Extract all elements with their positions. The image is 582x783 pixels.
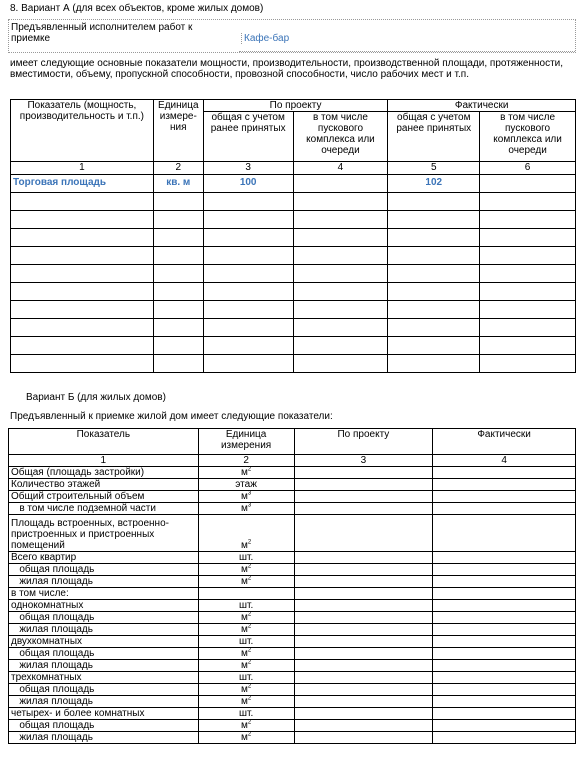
table-cell-project-launch[interactable] (293, 229, 388, 247)
project-value-cell[interactable] (294, 696, 433, 708)
unit-exponent: 2 (247, 611, 252, 618)
table-cell-project-launch[interactable] (293, 211, 388, 229)
table-cell-actual-total[interactable] (388, 229, 480, 247)
unit-text: шт. (238, 636, 254, 647)
b-header-actual: Фактически (433, 429, 576, 455)
table-row (9, 696, 576, 708)
header-by-project: По проекту (203, 100, 388, 112)
actual-value-cell[interactable] (433, 732, 576, 744)
table-cell-actual-launch[interactable] (480, 193, 576, 211)
project-value-cell[interactable] (294, 624, 433, 636)
table-row (11, 301, 576, 319)
project-value-cell[interactable] (294, 552, 433, 564)
contractor-field (8, 19, 576, 53)
row-unit (198, 503, 294, 515)
table-cell-project-total[interactable] (203, 265, 293, 283)
column-number: 2 (198, 455, 294, 467)
actual-value-cell[interactable] (433, 588, 576, 600)
table-cell-indicator[interactable] (11, 355, 154, 373)
b-header-unit: Единица измерения (198, 429, 294, 455)
row-label: в том числе: (9, 588, 199, 600)
actual-value-cell[interactable] (433, 612, 576, 624)
table-row (9, 708, 576, 720)
row-unit (198, 636, 294, 648)
project-value-cell[interactable] (294, 576, 433, 588)
table-cell-project-total[interactable] (203, 211, 293, 229)
table-cell-project-launch[interactable] (293, 175, 388, 193)
row-unit (198, 612, 294, 624)
unit-text: м (240, 660, 248, 671)
table-row (9, 515, 576, 552)
table-cell-project-launch[interactable] (293, 283, 388, 301)
table-row (9, 600, 576, 612)
unit-text: этаж (235, 479, 257, 490)
table-row (9, 636, 576, 648)
unit-text: шт. (238, 708, 254, 719)
unit-exponent: 2 (247, 719, 252, 726)
row-label: общая площадь (9, 684, 199, 696)
table-cell-actual-launch[interactable] (480, 355, 576, 373)
table-cell-actual-launch[interactable] (480, 337, 576, 355)
column-number: 2 (153, 162, 203, 175)
table-row (9, 720, 576, 732)
contractor-label: Предъявленный исполнителем работ к приемке (11, 22, 193, 44)
table-cell-project-total[interactable] (203, 355, 293, 373)
project-value-cell[interactable] (294, 564, 433, 576)
table-cell-indicator[interactable] (11, 337, 154, 355)
table-cell-indicator[interactable] (11, 229, 154, 247)
row-label: общая площадь (9, 612, 199, 624)
b-header-project: По проекту (294, 429, 433, 455)
header-actual-launch: в том числе пускового комплекса или очереди (480, 112, 576, 162)
unit-text: м (240, 696, 248, 707)
variant-b-intro: Предъявленный к приемке жилой дом имеет следующие показатели: (10, 411, 333, 422)
table-cell-indicator[interactable] (11, 211, 154, 229)
project-value-cell[interactable] (294, 479, 433, 491)
row-unit (198, 624, 294, 636)
unit-exponent: 2 (247, 563, 252, 570)
column-number: 4 (433, 455, 576, 467)
row-label: жилая площадь (9, 660, 199, 672)
column-number: 1 (11, 162, 154, 175)
row-label: жилая площадь (9, 576, 199, 588)
table-cell-unit[interactable] (153, 301, 203, 319)
variant-a-description: имеет следующие основные показатели мощности, производительности, производственной площади, протяженности, вместимости, объему, пропускной способности, провозной способности, число рабочих мест и т.п. (10, 58, 564, 80)
variant-a-table (10, 99, 576, 373)
unit-text: м (240, 720, 248, 731)
row-unit (198, 479, 294, 491)
table-row (9, 479, 576, 491)
unit-text: м (240, 732, 248, 743)
unit-text: м (240, 564, 248, 575)
table-cell-unit[interactable] (153, 193, 203, 211)
unit-text: шт. (238, 552, 254, 563)
table-row (9, 564, 576, 576)
actual-value-cell[interactable] (433, 600, 576, 612)
unit-exponent: 2 (247, 466, 252, 473)
actual-value-cell[interactable] (433, 479, 576, 491)
variant-b-heading: Вариант Б (для жилых домов) (26, 392, 166, 403)
unit-text: м (240, 624, 248, 635)
table-cell-unit[interactable] (153, 265, 203, 283)
table-row (9, 672, 576, 684)
table-cell-actual-total[interactable] (388, 337, 480, 355)
row-label: Общая (площадь застройки) (9, 467, 199, 479)
table-row (11, 193, 576, 211)
unit-exponent: 3 (247, 490, 252, 497)
actual-value-cell[interactable] (433, 696, 576, 708)
table-cell-unit[interactable] (153, 355, 203, 373)
actual-value-cell[interactable] (433, 708, 576, 720)
unit-exponent: 2 (247, 623, 252, 630)
unit-exponent: 2 (247, 695, 252, 702)
project-value-cell[interactable] (294, 467, 433, 479)
table-cell-actual-launch[interactable] (480, 301, 576, 319)
table-cell-actual-launch[interactable] (480, 265, 576, 283)
unit-exponent: 3 (247, 502, 252, 509)
row-unit (198, 491, 294, 503)
project-value-cell[interactable] (294, 612, 433, 624)
row-unit (198, 588, 294, 600)
table-row (11, 247, 576, 265)
table-cell-indicator[interactable] (11, 265, 154, 283)
table-cell-unit[interactable] (153, 229, 203, 247)
table-row (9, 467, 576, 479)
header-project-launch: в том числе пускового комплекса или очереди (293, 112, 388, 162)
row-unit (198, 732, 294, 744)
row-label: жилая площадь (9, 732, 199, 744)
table-cell-project-total[interactable] (203, 229, 293, 247)
column-number: 1 (9, 455, 199, 467)
column-number: 5 (388, 162, 480, 175)
actual-value-cell[interactable] (433, 720, 576, 732)
row-unit (198, 600, 294, 612)
unit-text: м (240, 503, 248, 514)
project-value-cell[interactable] (294, 636, 433, 648)
unit-exponent: 2 (247, 659, 252, 666)
table-cell-project-total[interactable] (203, 283, 293, 301)
table-cell-project-total[interactable]: 100 (203, 175, 293, 193)
unit-exponent: 2 (247, 539, 252, 546)
table-cell-actual-launch[interactable] (480, 175, 576, 193)
row-label: в том числе подземной части (9, 503, 199, 515)
table-row (11, 337, 576, 355)
table-cell-actual-total[interactable] (388, 355, 480, 373)
row-unit (198, 696, 294, 708)
project-value-cell[interactable] (294, 515, 433, 552)
table-cell-unit[interactable] (153, 211, 203, 229)
table-row (9, 491, 576, 503)
unit-exponent: 2 (247, 647, 252, 654)
row-label: Количество этажей (9, 479, 199, 491)
table-row (11, 283, 576, 301)
row-unit (198, 684, 294, 696)
table-row (11, 175, 576, 193)
table-row (9, 624, 576, 636)
table-cell-actual-total[interactable] (388, 193, 480, 211)
unit-text: м (240, 576, 248, 587)
unit-text: шт. (238, 672, 254, 683)
unit-exponent: 2 (247, 731, 252, 738)
table-row (9, 660, 576, 672)
row-unit (198, 672, 294, 684)
table-cell-project-total[interactable] (203, 193, 293, 211)
table-cell-actual-total[interactable] (388, 247, 480, 265)
project-value-cell[interactable] (294, 503, 433, 515)
actual-value-cell[interactable] (433, 515, 576, 552)
table-row (9, 684, 576, 696)
project-value-cell[interactable] (294, 648, 433, 660)
row-label: Всего квартир (9, 552, 199, 564)
row-label: общая площадь (9, 648, 199, 660)
table-cell-indicator[interactable] (11, 283, 154, 301)
table-cell-unit[interactable]: кв. м (153, 175, 203, 193)
table-cell-actual-total[interactable] (388, 211, 480, 229)
table-cell-project-launch[interactable] (293, 265, 388, 283)
actual-value-cell[interactable] (433, 576, 576, 588)
header-project-total: общая с учетом ранее принятых (203, 112, 293, 162)
table-cell-actual-launch[interactable] (480, 283, 576, 301)
table-cell-actual-total[interactable] (388, 301, 480, 319)
table-cell-project-total[interactable] (203, 337, 293, 355)
table-cell-indicator[interactable] (11, 301, 154, 319)
unit-text: м (240, 540, 248, 551)
actual-value-cell[interactable] (433, 672, 576, 684)
table-cell-actual-launch[interactable] (480, 247, 576, 265)
project-value-cell[interactable] (294, 672, 433, 684)
row-label: трехкомнатных (9, 672, 199, 684)
table-row (11, 319, 576, 337)
actual-value-cell[interactable] (433, 491, 576, 503)
table-row (9, 648, 576, 660)
row-label: жилая площадь (9, 624, 199, 636)
table-cell-indicator[interactable] (11, 193, 154, 211)
project-value-cell[interactable] (294, 600, 433, 612)
unit-exponent: 2 (247, 575, 252, 582)
column-number: 4 (293, 162, 388, 175)
row-label: общая площадь (9, 564, 199, 576)
actual-value-cell[interactable] (433, 660, 576, 672)
unit-text: шт. (238, 600, 254, 611)
table-row (9, 612, 576, 624)
actual-value-cell[interactable] (433, 624, 576, 636)
b-header-indicator: Показатель (9, 429, 199, 455)
row-label: однокомнатных (9, 600, 199, 612)
table-cell-project-launch[interactable] (293, 301, 388, 319)
variant-b-table (8, 428, 576, 744)
row-unit (198, 515, 294, 552)
actual-value-cell[interactable] (433, 467, 576, 479)
project-value-cell[interactable] (294, 684, 433, 696)
table-cell-actual-total[interactable] (388, 265, 480, 283)
row-label: общая площадь (9, 720, 199, 732)
table-cell-actual-launch[interactable] (480, 319, 576, 337)
row-unit (198, 660, 294, 672)
table-cell-project-launch[interactable] (293, 319, 388, 337)
actual-value-cell[interactable] (433, 503, 576, 515)
unit-text: м (240, 684, 248, 695)
project-value-cell[interactable] (294, 491, 433, 503)
table-cell-actual-launch[interactable] (480, 229, 576, 247)
table-cell-indicator[interactable] (11, 247, 154, 265)
table-row (11, 265, 576, 283)
unit-exponent: 2 (247, 683, 252, 690)
table-cell-project-total[interactable] (203, 301, 293, 319)
actual-value-cell[interactable] (433, 636, 576, 648)
table-cell-actual-total[interactable] (388, 319, 480, 337)
unit-text: м (240, 648, 248, 659)
table-row (9, 588, 576, 600)
table-cell-project-launch[interactable] (293, 193, 388, 211)
table-cell-indicator[interactable]: Торговая площадь (11, 175, 154, 193)
table-row (11, 229, 576, 247)
table-cell-unit[interactable] (153, 247, 203, 265)
row-unit (198, 720, 294, 732)
column-number: 3 (203, 162, 293, 175)
column-number: 6 (480, 162, 576, 175)
row-label: четырех- и более комнатных (9, 708, 199, 720)
project-value-cell[interactable] (294, 720, 433, 732)
row-unit (198, 552, 294, 564)
variant-a-heading: 8. Вариант А (для всех объектов, кроме жилых домов) (10, 3, 264, 14)
table-cell-actual-total[interactable] (388, 283, 480, 301)
table-cell-unit[interactable] (153, 283, 203, 301)
header-indicator: Показатель (мощность, производительность и т.п.) (11, 100, 154, 162)
table-cell-actual-launch[interactable] (480, 211, 576, 229)
actual-value-cell[interactable] (433, 552, 576, 564)
header-unit: Единица измере-ния (153, 100, 203, 162)
row-unit (198, 648, 294, 660)
unit-text: м (240, 467, 248, 478)
project-value-cell[interactable] (294, 660, 433, 672)
row-label: Общий строительный объем (9, 491, 199, 503)
project-value-cell[interactable] (294, 708, 433, 720)
table-row (9, 576, 576, 588)
header-actual: Фактически (388, 100, 576, 112)
table-cell-project-launch[interactable] (293, 337, 388, 355)
header-actual-total: общая с учетом ранее принятых (388, 112, 480, 162)
table-cell-indicator[interactable] (11, 319, 154, 337)
actual-value-cell[interactable] (433, 648, 576, 660)
table-cell-actual-total[interactable]: 102 (388, 175, 480, 193)
row-label: Площадь встроенных, встроенно-пристроенных и пристроенных помещений (9, 515, 199, 552)
table-row (11, 211, 576, 229)
table-row (9, 732, 576, 744)
unit-text: м (240, 491, 248, 502)
project-value-cell[interactable] (294, 732, 433, 744)
table-row (9, 503, 576, 515)
table-cell-project-launch[interactable] (293, 247, 388, 265)
project-value-cell[interactable] (294, 588, 433, 600)
row-label: двухкомнатных (9, 636, 199, 648)
table-row (9, 552, 576, 564)
table-cell-project-total[interactable] (203, 247, 293, 265)
table-cell-project-total[interactable] (203, 319, 293, 337)
table-cell-project-launch[interactable] (293, 355, 388, 373)
table-row (11, 355, 576, 373)
row-unit (198, 576, 294, 588)
unit-text: м (240, 612, 248, 623)
row-unit (198, 564, 294, 576)
row-unit (198, 708, 294, 720)
actual-value-cell[interactable] (433, 684, 576, 696)
table-cell-unit[interactable] (153, 319, 203, 337)
row-unit (198, 467, 294, 479)
contractor-value[interactable]: Кафе-бар (241, 33, 577, 44)
row-label: жилая площадь (9, 696, 199, 708)
actual-value-cell[interactable] (433, 564, 576, 576)
column-number: 3 (294, 455, 433, 467)
table-cell-unit[interactable] (153, 337, 203, 355)
